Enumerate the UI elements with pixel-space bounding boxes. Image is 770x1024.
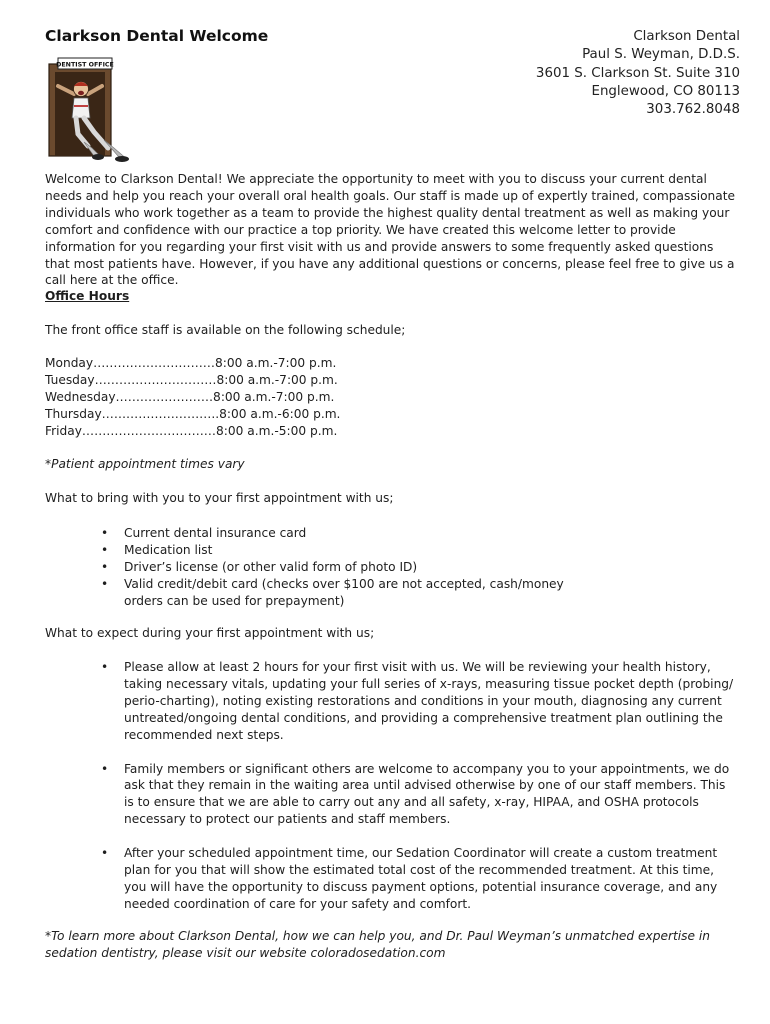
bullet-icon: • xyxy=(101,761,109,776)
address-line: 3601 S. Clarkson St. Suite 310 xyxy=(535,65,740,81)
bullet-icon: • xyxy=(101,559,109,574)
list-item: • After your scheduled appointment time, our Sedation Coordinator will create a custom treatment plan for you that will show the estimated total cost of the recommended treatment. At this time, you will have the opportunity to discuss payment options, potential insurance coverage, and any needed coordination of care for your safety and comfort. xyxy=(101,846,718,911)
list-item: • Please allow at least 2 hours for your first visit with us. We will be reviewing your health history, taking necessary vitals, updating your full series of x-rays, measuring tissue pocket depth (probing/ perio-charting), noting existing restorations and conditions in your mouth, diagnosing any current untreated/ongoing dental conditions, and providing a comprehensive treatment plan outlining the recommended next steps. xyxy=(101,660,734,742)
bullet-icon: • xyxy=(101,542,109,557)
schedule-row: Monday…………………………8:00 a.m.-7:00 p.m. xyxy=(45,356,337,370)
list-item: • Family members or significant others are welcome to accompany you to your appointments, we do ask that they remain in the waiting area until advised otherwise by one of our staff members. This is to ensure that we are able to carry out any and all safety, x-ray, HIPAA, and OSHA protocols necessary to protect our patients and staff members. xyxy=(101,761,730,827)
bullet-icon: • xyxy=(101,526,109,540)
bring-list xyxy=(45,525,735,610)
office-hours-intro: The front office staff is available on the following schedule; xyxy=(45,323,406,337)
list-item: • Medication list xyxy=(101,542,213,557)
bullet-icon: • xyxy=(101,846,109,861)
address-line: Clarkson Dental xyxy=(633,29,740,44)
bring-heading: What to bring with you to your first appointment with us; xyxy=(45,491,394,505)
appointment-times-note: *Patient appointment times vary xyxy=(45,457,245,471)
sign-text: DENTIST OFFICE xyxy=(56,61,114,69)
expect-heading: What to expect during your first appointment with us; xyxy=(45,626,375,640)
list-item: • Valid credit/debit card (checks over $100 are not accepted, cash/money orders can be used for prepayment) xyxy=(101,576,564,608)
bullet-icon: • xyxy=(101,660,109,674)
schedule-row: Thursday………………………..8:00 a.m.-6:00 p.m. xyxy=(45,407,341,421)
intro-paragraph: Welcome to Clarkson Dental! We appreciate the opportunity to meet with you to discuss your current dental needs and help you reach your overall oral health goals. Our staff is made up of expertly trained, compassionate individuals who work together as a team to provide the highest quality dental treatment as well as making your comfort and confidence with our practice a top priority. We have created this welcome letter to provide information for you regarding your first visit with us and provide answers to some frequently asked questions that most patients have. However, if you have any additional questions or concerns, please feel free to give us a call here at the office. xyxy=(45,172,736,288)
list-item: • Current dental insurance card xyxy=(101,526,307,540)
schedule-row: Tuesday…………………………8:00 a.m.-7:00 p.m. xyxy=(45,373,338,387)
practice-address-block xyxy=(536,28,740,119)
website-note: *To learn more about Clarkson Dental, how we can help you, and Dr. Paul Weyman’s unmatched expertise in sedation dentistry, please visit our website coloradosedation.com xyxy=(45,929,710,960)
schedule-row: Wednesday……………………8:00 a.m.-7:00 p.m. xyxy=(45,390,335,404)
cartoon-patient-fleeing-dentist-office-icon xyxy=(48,56,132,164)
page-title: Clarkson Dental Welcome xyxy=(45,27,269,45)
bullet-icon: • xyxy=(101,576,109,591)
schedule-row: Friday……………………………8:00 a.m.-5:00 p.m. xyxy=(45,424,338,438)
address-line: Englewood, CO 80113 xyxy=(591,83,740,99)
list-item: • Driver’s license (or other valid form of photo ID) xyxy=(101,559,418,574)
address-line: Paul S. Weyman, D.D.S. xyxy=(582,47,740,63)
address-line: 303.762.8048 xyxy=(646,102,740,118)
expect-list xyxy=(45,659,735,930)
office-hours-heading: Office Hours xyxy=(45,289,130,303)
